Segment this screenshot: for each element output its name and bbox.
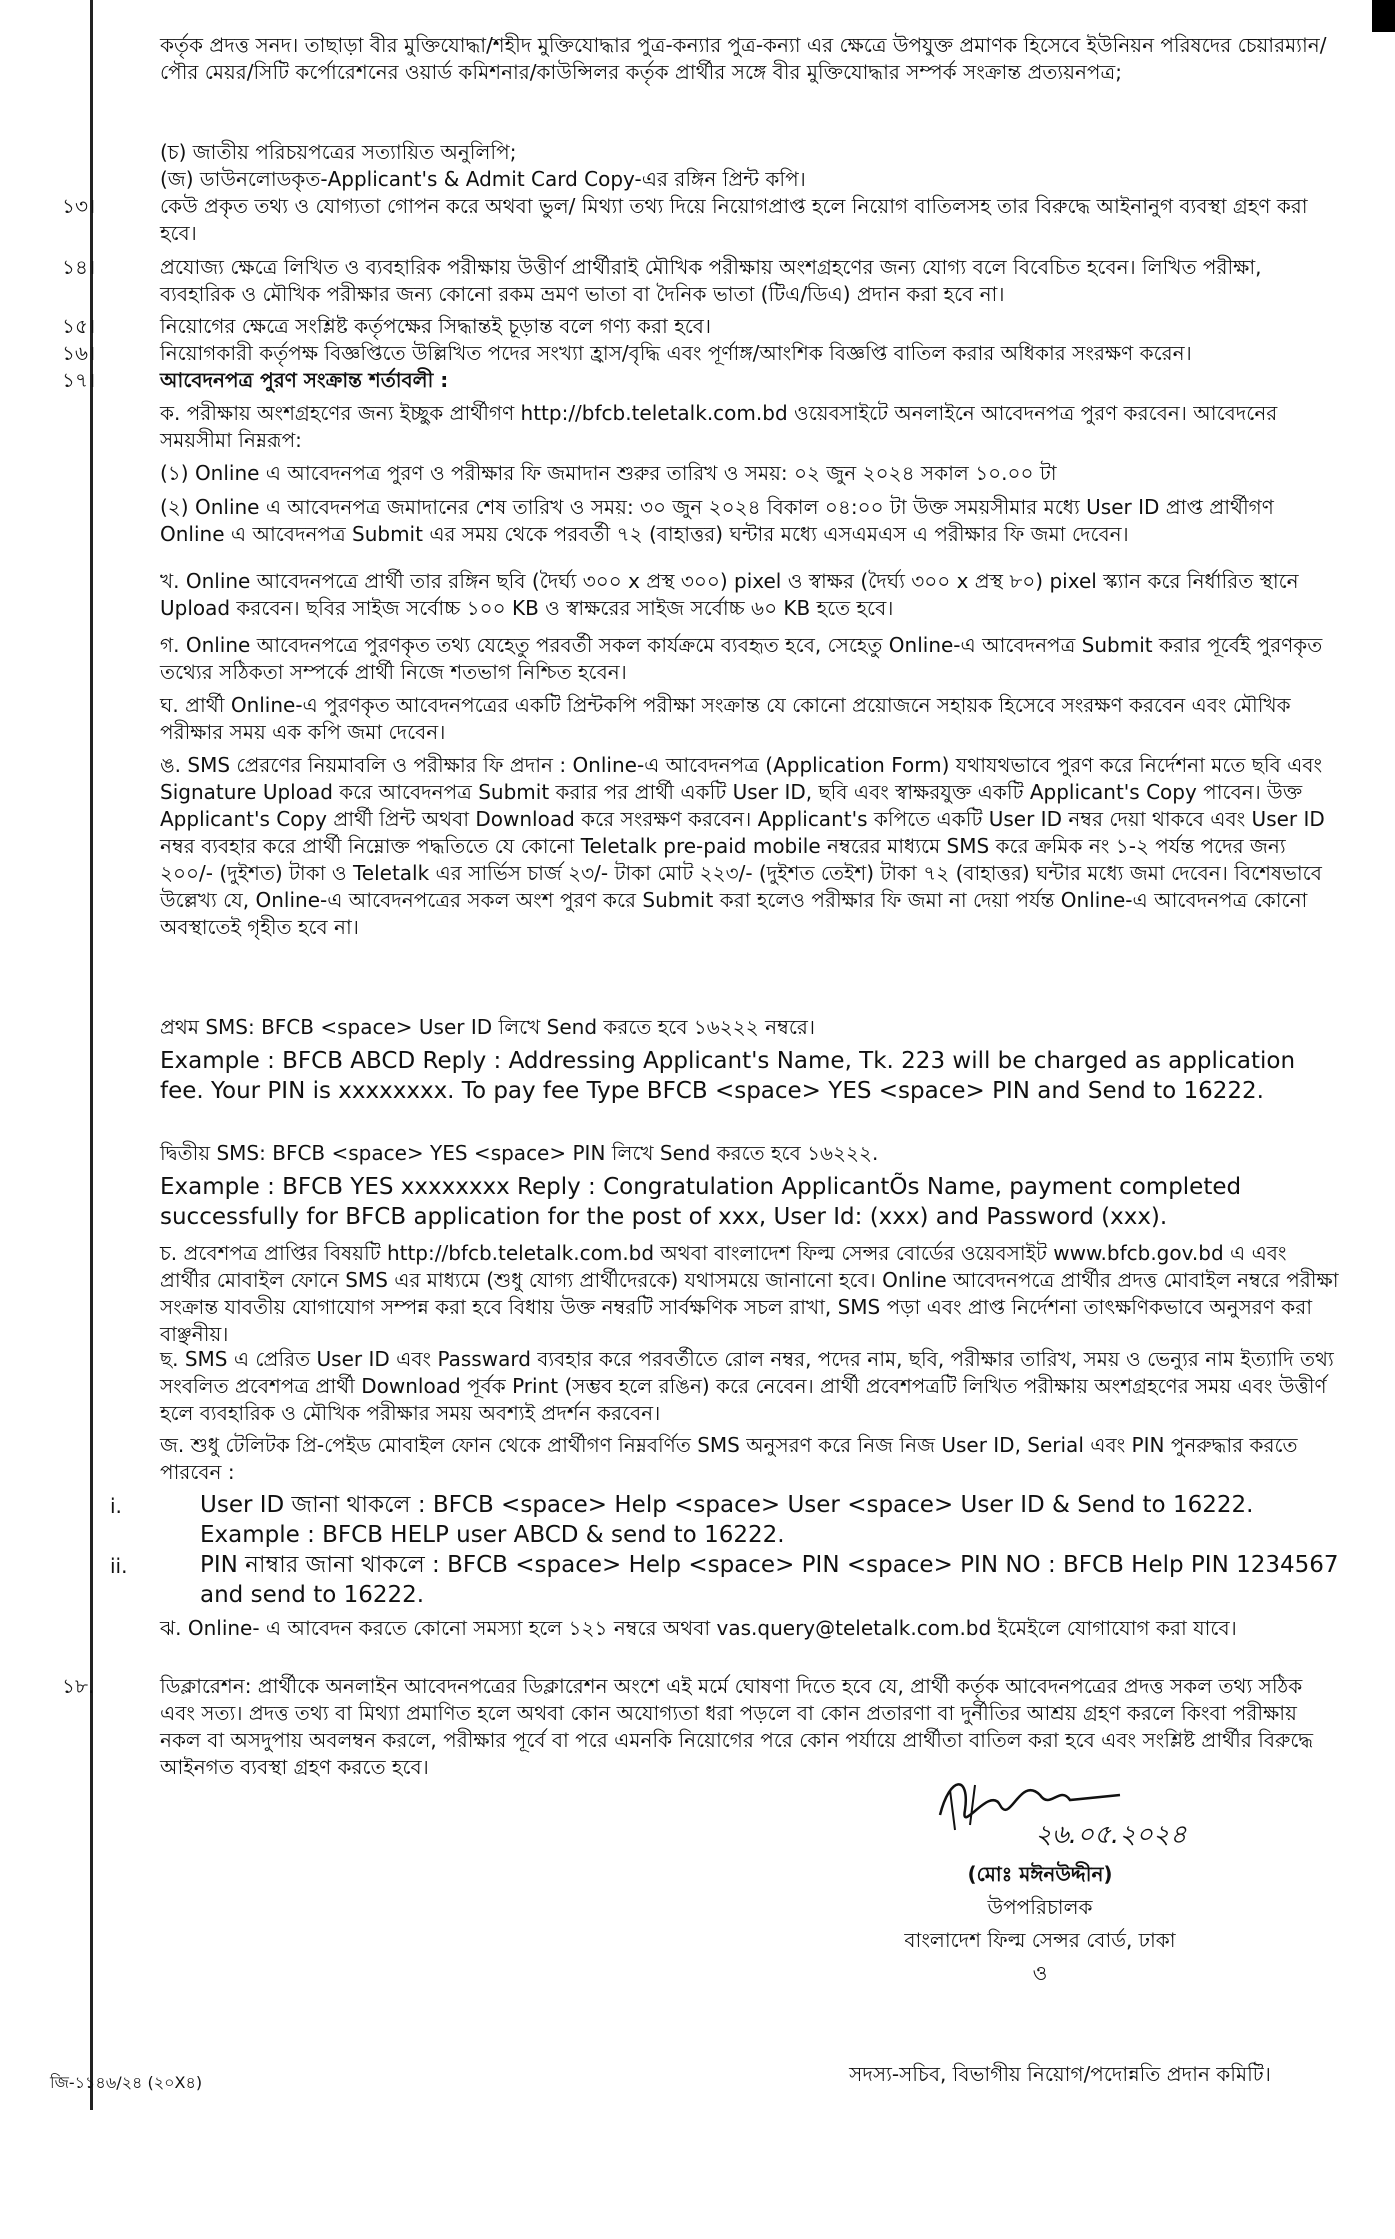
item-number-13: ১৩।: [62, 194, 96, 218]
item-17-ka: ক. পরীক্ষায় অংশগ্রহণের জন্য ইচ্ছুক প্রার্থীগণ http://bfcb.teletalk.com.bd ওয়েবসাইটে অনলাইনে আবেদনপত্র পুরণ করবেন। আবেদনের সময়সীমা নিম্নরূপ:: [160, 401, 1278, 452]
item-16: নিয়োগকারী কর্তৃপক্ষ বিজ্ঞপ্তিতে উল্লিখিত পদের সংখ্যা হ্রাস/বৃদ্ধি এবং পূর্ণাঙ্গ/আংশিক বিজ্ঞপ্তি বাতিল করার অধিকার সংরক্ষণ করেন।: [160, 341, 1192, 365]
item-18-declaration: ডিক্লারেশন: প্রার্থীকে অনলাইন আবেদনপত্রের ডিক্লারেশন অংশে এই মর্মে ঘোষণা দিতে হবে যে, প্রার্থী কর্তৃক আবেদনপত্রের প্রদত্ত সকল তথ্য সঠিক এবং সত্য। প্রদত্ত তথ্য বা মিথ্যা প্রমাণিত হলে অথবা কোন অযোগ্যতা ধরা পড়লে বা কোন প্রতারণা বা দুর্নীতির আশ্রয় গ্রহণ করলে কিংবা পরীক্ষায় নকল বা অসদুপায় অবলম্বন করলে, পরীক্ষার পূর্বে বা পরে এমনকি নিয়োগের পরে কোন পর্যায়ে প্রার্থীতা বাতিল করা হবে এবং সংশ্লিষ্ট প্রার্থীর বিরুদ্ধে আইনগত ব্যবস্থা গ্রহণ করতে হবে।: [160, 1674, 1314, 1779]
item-17-ga: গ. Online আবেদনপত্রে পুরণকৃত তথ্য যেহেতু পরবর্তী সকল কার্যক্রমে ব্যবহৃত হবে, সেহেতু Online-এ আবেদনপত্র Submit করার পূর্বেই পুরণকৃত তথ্যের সঠিকতা সম্পর্কে প্রার্থী নিজে শতভাগ নিশ্চিত হবেন।: [160, 633, 1323, 684]
item-ja: (জ) ডাউনলোডকৃত-Applicant's & Admit Card Copy-এর রঙ্গিন প্রিন্ট কপি।: [160, 167, 806, 191]
item-number-16: ১৬।: [62, 341, 96, 365]
first-sms-example: Example : BFCB ABCD Reply : Addressing Applicant's Name, Tk. 223 will be charged as application fee. Your PIN is xxxxxxxx. To pay fee Type BFCB <space> YES <space> PIN and Send to 16222.: [160, 1048, 1296, 1104]
committee-role: সদস্য-সচিব, বিভাগীয় নিয়োগ/পদোন্নতি প্রদান কমিটি।: [849, 2062, 1271, 2086]
item-number-14: ১৪।: [62, 255, 96, 279]
continued-paragraph: কর্তৃক প্রদত্ত সনদ। তাছাড়া বীর মুক্তিযোদ্ধা/শহীদ মুক্তিযোদ্ধার পুত্র-কন্যার পুত্র-কন্যা এর ক্ষেত্রে উপযুক্ত প্রমাণক হিসেবে ইউনিয়ন পরিষদের চেয়ারম্যান/পৌর মেয়র/সিটি কর্পোরেশনের ওয়ার্ড কমিশনার/কাউন্সিলর কর্তৃক প্রার্থীর সঙ্গে বীর মুক্তিযোদ্ধার সম্পর্ক সংক্রান্ত প্রত্যয়নপত্র;: [160, 33, 1327, 84]
item-17-ka-1: (১) Online এ আবেদনপত্র পুরণ ও পরীক্ষার ফি জমাদান শুরুর তারিখ ও সময়: ০২ জুন ২০২৪ সকাল ১০.০০ টা: [160, 461, 1057, 485]
subitem-number-ii: ii.: [110, 1554, 128, 1578]
item-17-chha: ছ. SMS এ প্রেরিত User ID এবং Passward ব্যবহার করে পরবর্তীতে রোল নম্বর, পদের নাম, ছবি, পরীক্ষার তারিখ, সময় ও ভেন্যুর নাম ইত্যাদি তথ্য সংবলিত প্রবেশপত্র প্রার্থী Download পূর্বক Print (সম্ভব হলে রঙিন) করে নেবেন। প্রার্থী প্রবেশপত্রটি লিখিত পরীক্ষায় অংশগ্রহণের সময় এবং উত্তীর্ণ হলে ব্যবহারিক ও মৌখিক পরীক্ষার সময় অবশ্যই প্রদর্শন করবেন।: [160, 1347, 1334, 1425]
item-13: কেউ প্রকৃত তথ্য ও যোগ্যতা গোপন করে অথবা ভুল/ মিথ্যা তথ্য দিয়ে নিয়োগপ্রাপ্ত হলে নিয়োগ বাতিলসহ তার বিরুদ্ধে আইনানুগ ব্যবস্থা গ্রহণ করা হবে।: [160, 194, 1308, 245]
signatory-organization: বাংলাদেশ ফিল্ম সেন্সর বোর্ড, ঢাকা: [904, 1928, 1176, 1952]
item-17-ka-2: (২) Online এ আবেদনপত্র জমাদানের শেষ তারিখ ও সময়: ৩০ জুন ২০২৪ বিকাল ০৪:০০ টা উক্ত সময়সীমার মধ্যে User ID প্রাপ্ত প্রার্থীগণ Online এ আবেদনপত্র Submit এর সময় থেকে পরবর্তী ৭২ (বাহাত্তর) ঘন্টার মধ্যে এসএমএস এ পরীক্ষার ফি জমা দেবেন।: [160, 495, 1274, 546]
item-number-18: ১৮.: [62, 1674, 95, 1698]
signature-block: [780, 1858, 1300, 1990]
second-sms-example: Example : BFCB YES xxxxxxxx Reply : Congratulation ApplicantÕs Name, payment completed successfully for BFCB application for the post of xxx, User Id: (xxx) and Password (xxx).: [160, 1174, 1242, 1230]
item-17-ja: জ. শুধু টেলিটক প্রি-পেইড মোবাইল ফোন থেকে প্রার্থীগণ নিম্নবর্ণিত SMS অনুসরণ করে নিজ নিজ User ID, Serial এবং PIN পুনরুদ্ধার করতে পারবেন :: [160, 1433, 1298, 1484]
reference-code: জি-১১৪৬/২৪ (২০X৪): [50, 2073, 203, 2092]
item-number-17: ১৭।: [62, 368, 96, 392]
signatory-name: (মোঃ মঈনউদ্দীন): [967, 1862, 1113, 1886]
signature-scribble: [920, 1755, 1220, 1855]
item-17-jha: ঝ. Online- এ আবেদন করতে কোনো সমস্যা হলে ১২১ নম্বরে অথবা vas.query@teletalk.com.bd ইমেইলে যোগাযোগ করা যাবে।: [160, 1616, 1237, 1640]
item-number-15: ১৫।: [62, 314, 96, 338]
first-sms-instruction: প্রথম SMS: BFCB <space> User ID লিখে Send করতে হবে ১৬২২২ নম্বরে।: [160, 1015, 816, 1039]
second-sms-instruction: দ্বিতীয় SMS: BFCB <space> YES <space> PIN লিখে Send করতে হবে ১৬২২২.: [160, 1141, 879, 1165]
subitem-number-i: i.: [110, 1494, 122, 1518]
item-17-umo: ঙ. SMS প্রেরণের নিয়মাবলি ও পরীক্ষার ফি প্রদান : Online-এ আবেদনপত্র (Application Form) যথাযথভাবে পুরণ করে নির্দেশনা মতে ছবি এবং Signature Upload করে আবেদনপত্র Submit করার পর প্রার্থী একটি User ID, ছবি এবং স্বাক্ষরযুক্ত একটি Applicant's Copy পাবেন। উক্ত Applicant's Copy প্রার্থী প্রিন্ট অথবা Download করে সংরক্ষণ করবেন। Applicant's কপিতে একটি User ID নম্বর দেয়া থাকবে এবং User ID নম্বর ব্যবহার করে প্রার্থী নিম্নোক্ত পদ্ধতিতে যে কোনো Teletalk pre-paid mobile নম্বরের মাধ্যমে SMS করে ক্রমিক নং ১-২ পর্যন্ত পদের জন্য ২০০/- (দুইশত) টাকা ও Teletalk এর সার্ভিস চার্জ ২৩/- টাকা মোট ২২৩/- (দুইশত তেইশ) টাকা ৭২ (বাহাত্তর) ঘন্টার মধ্যে জমা দেবেন। বিশেষভাবে উল্লেখ্য যে, Online-এ আবেদনপত্রের সকল অংশ পুরণ করে Submit করা হলেও পরীক্ষার ফি জমা না দেয়া পর্যন্ত Online-এ আবেদনপত্র কোনো অবস্থাতেই গৃহীত হবে না।: [160, 753, 1325, 939]
notice-document: [40, 0, 1345, 2239]
subitem-i: User ID জানা থাকলে : BFCB <space> Help <space> User <space> User ID & Send to 16222. Example : BFCB HELP user ABCD & send to 16222.: [200, 1492, 1254, 1548]
item-cha: (চ) জাতীয় পরিচয়পত্রের সত্যায়িত অনুলিপি;: [160, 140, 517, 164]
subitem-ii: PIN নাম্বার জানা থাকলে : BFCB <space> Help <space> PIN <space> PIN NO : BFCB Help PIN 1234567 and send to 16222.: [200, 1552, 1339, 1608]
signature-date: ২৬.০৫.২০২৪: [1035, 1820, 1187, 1850]
signatory-and: ও: [1032, 1961, 1048, 1985]
item-17-gha: ঘ. প্রার্থী Online-এ পুরণকৃত আবেদনপত্রের একটি প্রিন্টকপি পরীক্ষা সংক্রান্ত যে কোনো প্রয়োজনে সহায়ক হিসেবে সংরক্ষণ করবেন এবং মৌখিক পরীক্ষার সময় এক কপি জমা দেবেন।: [160, 693, 1291, 744]
item-15: নিয়োগের ক্ষেত্রে সংশ্লিষ্ট কর্তৃপক্ষের সিদ্ধান্তই চূড়ান্ত বলে গণ্য করা হবে।: [160, 314, 712, 338]
item-17-kha: খ. Online আবেদনপত্রে প্রার্থী তার রঙ্গিন ছবি (দৈর্ঘ্য ৩০০ x প্রস্থ ৩০০) pixel ও স্বাক্ষর (দৈর্ঘ্য ৩০০ x প্রস্থ ৮০) pixel স্ক্যান করে নির্ধারিত স্থানে Upload করবেন। ছবির সাইজ সর্বোচ্চ ১০০ KB ও স্বাক্ষরের সাইজ সর্বোচ্চ ৬০ KB হতে হবে।: [160, 569, 1299, 620]
item-14: প্রযোজ্য ক্ষেত্রে লিখিত ও ব্যবহারিক পরীক্ষায় উত্তীর্ণ প্রার্থীরাই মৌখিক পরীক্ষায় অংশগ্রহণের জন্য যোগ্য বলে বিবেচিত হবেন। লিখিত পরীক্ষা, ব্যবহারিক ও মৌখিক পরীক্ষার জন্য কোনো রকম ভ্রমণ ভাতা বা দৈনিক ভাতা (টিএ/ডিএ) প্রদান করা হবে না।: [160, 255, 1262, 306]
item-17-cha: চ. প্রবেশপত্র প্রাপ্তির বিষয়টি http://bfcb.teletalk.com.bd অথবা বাংলাদেশ ফিল্ম সেন্সর বোর্ডের ওয়েবসাইট www.bfcb.gov.bd এ এবং প্রার্থীর মোবাইল ফোনে SMS এর মাধ্যমে (শুধু যোগ্য প্রার্থীদেরকে) যথাসময়ে জানানো হবে। Online আবেদনপত্রে প্রার্থীর প্রদত্ত মোবাইল নম্বরে পরীক্ষা সংক্রান্ত যাবতীয় যোগাযোগ সম্পন্ন করা হবে বিধায় উক্ত নম্বরটি সার্বক্ষণিক সচল রাখা, SMS পড়া এবং প্রাপ্ত নির্দেশনা তাৎক্ষণিকভাবে অনুসরণ করা বাঞ্ছনীয়।: [160, 1241, 1339, 1346]
item-17-heading: আবেদনপত্র পুরণ সংক্রান্ত শর্তাবলী :: [160, 368, 449, 392]
scan-corner-mark: [1372, 0, 1395, 32]
signatory-designation: উপপরিচালক: [987, 1895, 1093, 1919]
